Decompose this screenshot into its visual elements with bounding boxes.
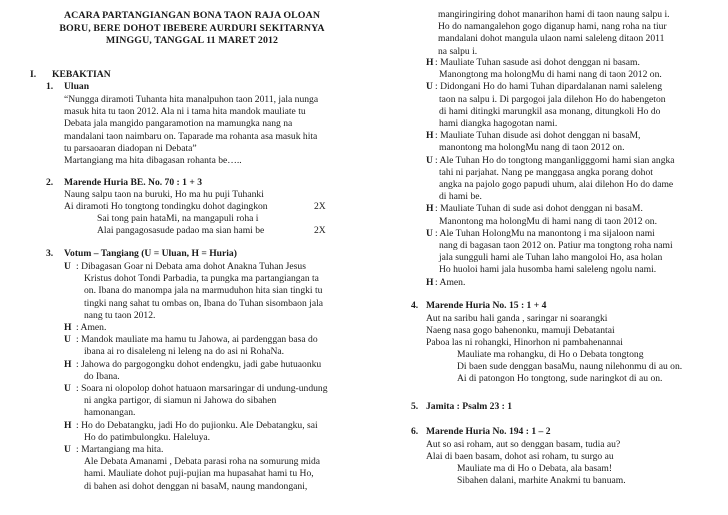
- marende70-number: 2.: [46, 177, 54, 188]
- liturgy-line: : Ho do Debatangku, jadi Ho do pujionku. Ale Debatangku, sai: [76, 419, 318, 431]
- repeat-mark: 2X: [314, 201, 326, 212]
- hymn-line: Di baen sude denggan basaMu, naung nilehonmu di au on.: [457, 361, 683, 372]
- liturgy-line: : Amen.: [435, 276, 466, 288]
- liturgy-line: Ho huoloi hami jala husomba hami saleleng ngolu nami.: [439, 264, 657, 276]
- marende70-title: Marende Huria BE. No. 70 : 1 + 3: [64, 177, 202, 188]
- section-title: KEBAKTIAN: [52, 69, 111, 80]
- hymn-line: Sibahen dalani, marhite Anakmi tu banuam.: [457, 475, 626, 486]
- speaker-label: H: [64, 358, 72, 370]
- liturgy-line: nang tu taon 2012.: [84, 309, 156, 321]
- speaker-label: U: [64, 383, 71, 395]
- liturgy-line: : Jahowa do pargogongku dohot endengku, jadi gabe hutuaonku: [76, 358, 322, 370]
- repeat-mark: 2X: [314, 225, 326, 236]
- uluan-line: “Nungga diramoti Tuhanta hita manalpuhon taon 2011, jala nunga: [64, 94, 319, 105]
- header-line-1: ACARA PARTANGIANGAN BONA TAON RAJA OLOAN: [63, 10, 321, 21]
- liturgy-entry: [426, 155, 706, 204]
- liturgy-line: : Mauliate Tuhan sasude asi dohot denggan ni basam.: [435, 57, 640, 68]
- liturgy-entry: [426, 57, 706, 81]
- liturgy-entry: [64, 261, 350, 322]
- liturgy-entry: [426, 203, 706, 227]
- liturgy-line: Manontong ma holongMu di hami nang di taon 2012 on.: [439, 215, 657, 227]
- votum-number: 3.: [46, 248, 54, 259]
- speaker-label: H: [64, 419, 72, 431]
- liturgy-line: Kristus dohot Tondi Parbadia, ta pungka ma partangiangan ta: [84, 273, 319, 285]
- header-line-3: MINGGU, TANGGAL 11 MARET 2012: [105, 35, 279, 47]
- liturgy-line: di hami be.: [439, 191, 482, 203]
- liturgy-line: mangiringiring dohot manarihon hami di taon naung salpu i.: [438, 9, 670, 20]
- votum-title: Votum – Tangiang (U = Uluan, H = Huria): [64, 248, 237, 259]
- liturgy-line: : Ale Tuhan Ho do tongtong manganligggomi hami sian angka: [435, 154, 675, 166]
- liturgy-line: : Didongani Ho do hami Tuhan dipardalanan nami saleleng: [435, 81, 663, 93]
- jamita-number: 5.: [411, 401, 419, 412]
- liturgy-line: Ale Debata Amanami , Debata parasi roha na somurung mida: [84, 456, 321, 468]
- liturgy-line: hami diangka hagogotan nami.: [439, 118, 558, 130]
- speaker-label: H: [426, 203, 434, 215]
- marende15-title: Marende Huria No. 15 : 1 + 4: [426, 300, 547, 311]
- hymn-line: Paboa las ni rohangki, Hinorhon ni pambahenannai: [426, 337, 623, 348]
- hymn-line: Sai tong pain hataMi, na mangapuli roha i: [97, 213, 259, 224]
- speaker-label: H: [426, 57, 434, 68]
- liturgy-entry: [426, 228, 706, 277]
- speaker-label: U: [64, 444, 71, 456]
- speaker-label: U: [426, 154, 433, 166]
- uluan-number: 1.: [46, 81, 54, 92]
- liturgy-line: Ho do namangalehon gogo diganup hami, nang roha na tiur: [438, 21, 667, 33]
- header-line-2: BORU, BERE DOHOT IBEBERE AURDURI SEKITARNYA: [59, 22, 325, 34]
- jamita-title: Jamita : Psalm 23 : 1: [426, 401, 513, 412]
- liturgy-line: jala sungguli hami ale Tuhan laho mangoloi Ho, asa holan: [439, 252, 663, 264]
- speaker-label: U: [426, 227, 433, 239]
- liturgy-entry: [426, 130, 706, 154]
- liturgy-line: nang di bagasan taon 2012 on. Patiur ma tongtong roha nami: [439, 240, 673, 252]
- liturgy-line: : Dibagasan Goar ni Debata ama dohot Anakna Tuhan Jesus: [76, 261, 306, 272]
- liturgy-line: hami. Mauliate dohot puji-pujian ma hupasahat hami tu Ho,: [84, 468, 314, 480]
- hymn-line: Naung salpu taon na buruki, Ho ma hu puji Tuhanki: [64, 189, 264, 200]
- liturgy-entry: [426, 81, 706, 130]
- liturgy-line: : Amen.: [76, 322, 107, 334]
- hymn-line: Ai di patongon Ho tongtong, sude naringkot di au on.: [457, 373, 663, 384]
- liturgy-line: : Mauliate Tuhan di sude asi dohot denggan ni basaM.: [435, 203, 643, 215]
- hymn-line: Mauliate ma di Ho o Debata, ala basam!: [457, 463, 613, 474]
- liturgy-line: : Ale Tuhan HolongMu na manontong i ma sijaloon nami: [435, 227, 655, 239]
- liturgy-entry: [64, 334, 350, 358]
- marende15-number: 4.: [411, 300, 419, 311]
- speaker-label: U: [64, 261, 71, 272]
- liturgy-line: angka na pajolo gogo papudi uhum, alai dilehon Ho do dame: [439, 179, 674, 191]
- liturgy-line: taon na salpu i. Di pargogoi jala dilehon Ho do habengeton: [439, 93, 666, 105]
- liturgy-entry: [64, 322, 350, 334]
- liturgy-entry: [64, 444, 350, 493]
- uluan-line: Martangiang ma hita dibagasan rohanta be…..: [64, 155, 242, 167]
- uluan-text: [64, 94, 350, 167]
- speaker-label: U: [64, 334, 71, 346]
- liturgy-line: hamonangan.: [84, 407, 136, 419]
- liturgy-line: : Mandok mauliate ma hamu tu Jahowa, ai pardenggan basa do: [76, 334, 318, 346]
- hymn-line: Aut na saribu hali ganda , saringar ni soarangki: [426, 313, 608, 324]
- hymn-line: Alai di baen basam, dohot asi roham, tu surgo au: [426, 451, 614, 462]
- document-header: [42, 10, 342, 48]
- marende194-title: Marende Huria No. 194 : 1 – 2: [426, 426, 551, 437]
- liturgy-line: Ho do patimbulongku. Haleluya.: [84, 431, 211, 443]
- hymn-line: Aut so asi roham, aut so denggan basam, tudia au?: [426, 439, 621, 450]
- liturgy-line: : Mauliate Tuhan disude asi dohot denggan ni basaM,: [435, 130, 641, 142]
- liturgy-entry: [426, 277, 706, 289]
- liturgy-line: di hami ditingki marungkil asa monang, ditungkoli Ho do: [439, 105, 661, 117]
- uluan-line: masuk hita tu taon 2012. Ala ni i tama hita mandok mauliate tu: [64, 106, 306, 118]
- liturgy-line: ibana ai ro disaleleng ni leleng na do asi ni RohaNa.: [84, 346, 285, 358]
- uluan-line: tu parsaoaran diadopan ni Debata”: [64, 142, 197, 154]
- liturgy-line: tahi ni parjahat. Nang pe manggasa angka porang dohot: [439, 166, 653, 178]
- liturgy-line: : Martangiang ma hita.: [76, 444, 164, 456]
- liturgy-line: di bahen asi dohot denggan ni basaM, naung mandongani,: [84, 480, 308, 492]
- uluan-line: mandalani taon naimbaru on. Taparade ma rohanta asa masuk hita: [64, 130, 318, 142]
- uluan-title: Uluan: [64, 81, 90, 92]
- hymn-line: Ai diramoti Ho tongtong tondingku dohot dagingkon: [64, 201, 268, 212]
- liturgy-line: tingki nang sahat tu ombas on, Ibana do Tuhan sisombaon jala: [84, 297, 324, 309]
- section-numeral: I.: [30, 69, 37, 80]
- marende194-number: 6.: [411, 426, 419, 437]
- uluan-line: Debata jala mangido pangaramotion na mamungka nang na: [64, 118, 293, 130]
- liturgy-line: manontong ma holongMu nang di taon 2012 on.: [439, 142, 625, 154]
- speaker-label: H: [426, 130, 434, 142]
- liturgy-entry: [64, 420, 350, 444]
- speaker-label: H: [64, 322, 72, 334]
- hymn-line: Mauliate ma rohangku, di Ho o Debata tongtong: [457, 349, 644, 360]
- liturgy-line: na salpu i.: [438, 45, 478, 57]
- hymn-line: Alai pangagosasude padao ma sian hami be: [97, 225, 265, 236]
- liturgy-entry: [64, 383, 350, 420]
- liturgy-line: do Ibana.: [84, 370, 120, 382]
- liturgy-line: ni angka partigor, di siamun ni Jahowa do sibahen: [84, 395, 277, 407]
- votum-liturgy: [64, 261, 350, 493]
- liturgy-line: : Soara ni olopolop dohot hatuaon marsaringar di undung-undung: [76, 383, 328, 395]
- hymn-line: Naeng nasa gogo bahenonku, mamuji Debatantai: [426, 325, 615, 336]
- liturgy-line: on. Ibana do manompa jala na marmuduhon hita sian tingki tu: [84, 285, 323, 297]
- liturgy-line: mandalani dohot mangula ulaon nami saleleng ditaon 2011: [438, 33, 665, 45]
- speaker-label: H: [426, 276, 434, 288]
- votum-liturgy-continued: [426, 57, 706, 289]
- speaker-label: U: [426, 81, 433, 93]
- liturgy-entry: [64, 359, 350, 383]
- liturgy-line: Manongtong ma holongMu di hami nang di taon 2012 on.: [439, 69, 662, 81]
- votum-continued: [438, 9, 698, 58]
